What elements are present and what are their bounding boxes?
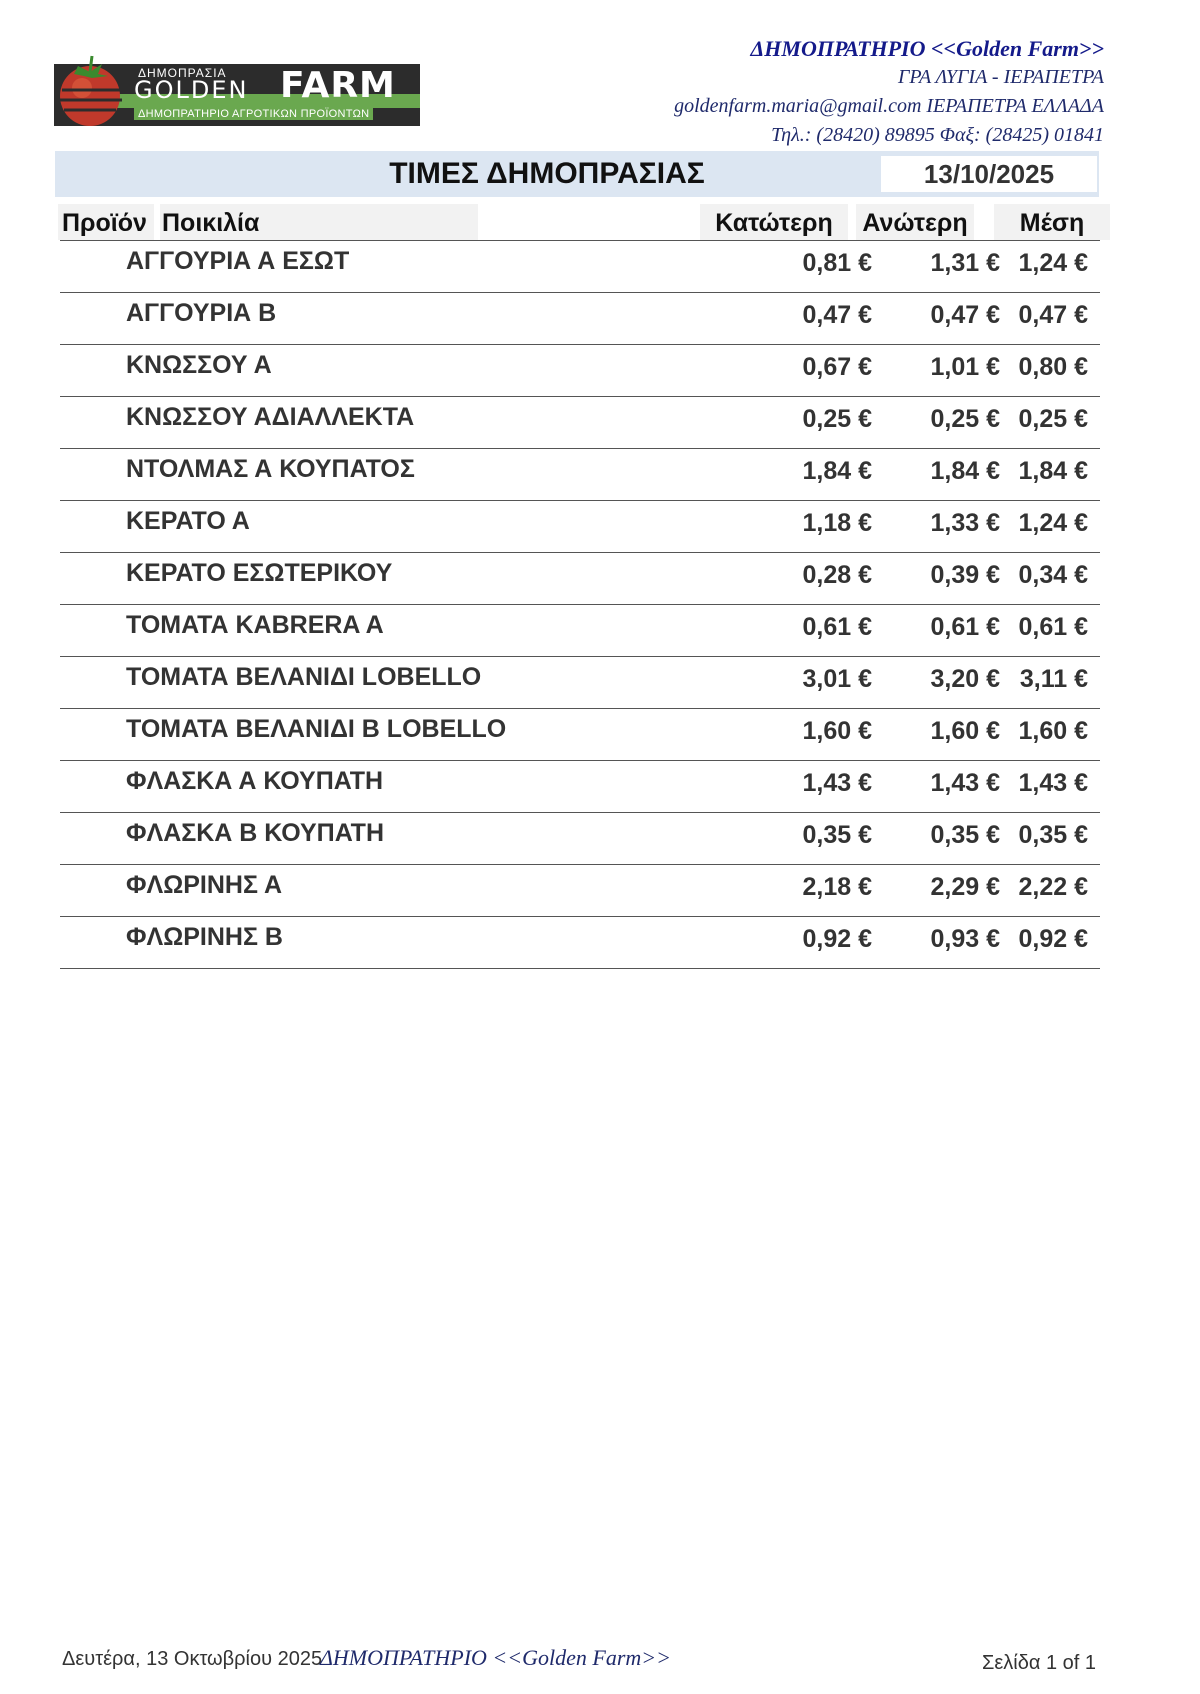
high-price-cell: 0,35 €: [930, 821, 1000, 849]
table-row: [60, 241, 1100, 293]
table-row: [60, 293, 1100, 345]
company-phone-fax: Τηλ.: (28420) 89895 Φαξ: (28425) 01841: [771, 124, 1104, 146]
avg-price-cell: 0,80 €: [1018, 353, 1088, 381]
variety-cell: ΦΛΩΡΙΝΗΣ Β: [126, 923, 283, 951]
low-price-cell: 0,25 €: [802, 405, 872, 433]
high-price-cell: 0,47 €: [930, 301, 1000, 329]
low-price-cell: 0,47 €: [802, 301, 872, 329]
avg-price-cell: 0,34 €: [1018, 561, 1088, 589]
table-row: [60, 345, 1100, 397]
variety-cell: ΑΓΓΟΥΡΙΑ Α ΕΣΩΤ: [126, 247, 350, 275]
low-price-cell: 1,18 €: [802, 509, 872, 537]
table-row: [60, 813, 1100, 865]
variety-cell: ΦΛΩΡΙΝΗΣ Α: [126, 871, 283, 899]
table-row: [60, 761, 1100, 813]
avg-price-cell: 1,24 €: [1018, 509, 1088, 537]
footer-company: ΔΗΜΟΠΡΑΤΗΡΙΟ <<Golden Farm>>: [320, 1645, 671, 1670]
high-price-cell: 0,39 €: [930, 561, 1000, 589]
table-row: [60, 865, 1100, 917]
variety-cell: ΚΕΡΑΤΟ ΕΣΩΤΕΡΙΚΟΥ: [126, 559, 393, 587]
variety-cell: ΚΕΡΑΤΟ Α: [126, 507, 250, 535]
low-price-cell: 3,01 €: [802, 665, 872, 693]
avg-price-cell: 0,25 €: [1018, 405, 1088, 433]
avg-price-cell: 0,92 €: [1018, 925, 1088, 953]
company-address: ΓΡΑ ΛΥΓΙΑ - ΙΕΡΑΠΕΤΡΑ: [897, 66, 1104, 88]
company-info: [674, 34, 1104, 150]
avg-price-cell: 1,60 €: [1018, 717, 1088, 745]
avg-price-cell: 0,47 €: [1018, 301, 1088, 329]
logo-top-text: ΔΗΜΟΠΡΑΣΙΑ: [138, 66, 227, 80]
column-header-avg: Μέση: [994, 204, 1110, 240]
high-price-cell: 1,31 €: [930, 249, 1000, 277]
table-row: [60, 605, 1100, 657]
low-price-cell: 1,84 €: [802, 457, 872, 485]
low-price-cell: 1,43 €: [802, 769, 872, 797]
variety-cell: ΤΟΜΑΤΑ KABRERA A: [126, 611, 384, 639]
variety-cell: ΤΟΜΑΤΑ ΒΕΛΑΝΙΔΙ LOBELLO: [126, 663, 482, 691]
footer-date: Δευτέρα, 13 Οκτωβρίου 2025: [62, 1648, 323, 1670]
column-header-variety: Ποικιλία: [160, 204, 478, 240]
avg-price-cell: 1,84 €: [1018, 457, 1088, 485]
title-bar: [55, 151, 1099, 197]
high-price-cell: 1,01 €: [930, 353, 1000, 381]
logo-golden-text: GOLDEN: [134, 76, 249, 104]
low-price-cell: 2,18 €: [802, 873, 872, 901]
avg-price-cell: 0,35 €: [1018, 821, 1088, 849]
company-email: goldenfarm.maria@gmail.com ΙΕΡΑΠΕΤΡΑ ΕΛΛΑΔΑ: [674, 95, 1104, 117]
low-price-cell: 0,35 €: [802, 821, 872, 849]
variety-cell: ΤΟΜΑΤΑ ΒΕΛΑΝΙΔΙ Β LOBELLO: [126, 715, 507, 743]
logo-farm-text: FARM: [280, 65, 396, 106]
low-price-cell: 0,67 €: [802, 353, 872, 381]
high-price-cell: 1,43 €: [930, 769, 1000, 797]
high-price-cell: 1,60 €: [930, 717, 1000, 745]
table-row: [60, 709, 1100, 761]
high-price-cell: 0,61 €: [930, 613, 1000, 641]
avg-price-cell: 2,22 €: [1018, 873, 1088, 901]
table-row: [60, 501, 1100, 553]
variety-cell: ΦΛΑΣΚΑ Β ΚΟΥΠΑΤΗ: [126, 819, 384, 847]
high-price-cell: 0,93 €: [930, 925, 1000, 953]
avg-price-cell: 3,11 €: [1019, 665, 1088, 693]
avg-price-cell: 0,61 €: [1018, 613, 1088, 641]
column-header-product: Προϊόν: [58, 204, 154, 240]
footer-page-number: Σελίδα 1 of 1: [981, 1652, 1096, 1674]
table-row: [60, 553, 1100, 605]
low-price-cell: 0,92 €: [802, 925, 872, 953]
company-logo: [54, 50, 426, 128]
low-price-cell: 0,81 €: [802, 249, 872, 277]
variety-cell: ΑΓΓΟΥΡΙΑ Β: [126, 299, 277, 327]
high-price-cell: 1,84 €: [930, 457, 1000, 485]
variety-cell: ΚΝΩΣΣΟΥ ΑΔΙΑΛΛΕΚΤΑ: [126, 403, 415, 431]
table-row: [60, 917, 1100, 969]
variety-cell: ΝΤΟΛΜΑΣ Α ΚΟΥΠΑΤΟΣ: [126, 455, 415, 483]
high-price-cell: 3,20 €: [930, 665, 1000, 693]
report-date: 13/10/2025: [881, 156, 1097, 192]
page-title-text: ΤΙΜΕΣ ΔΗΜΟΠΡΑΣΙΑΣ: [389, 157, 705, 190]
price-table: [60, 240, 1100, 969]
column-header-high: Ανώτερη: [856, 204, 974, 240]
low-price-cell: 1,60 €: [802, 717, 872, 745]
logo-subtitle: ΔΗΜΟΠΡΑΤΗΡΙΟ ΑΓΡΟΤΙΚΩΝ ΠΡΟΪΟΝΤΩΝ: [134, 108, 373, 120]
tomato-icon: [54, 50, 128, 128]
column-header-low: Κατώτερη: [700, 204, 848, 240]
avg-price-cell: 1,24 €: [1018, 249, 1088, 277]
high-price-cell: 0,25 €: [930, 405, 1000, 433]
avg-price-cell: 1,43 €: [1018, 769, 1088, 797]
low-price-cell: 0,28 €: [802, 561, 872, 589]
high-price-cell: 2,29 €: [930, 873, 1000, 901]
low-price-cell: 0,61 €: [802, 613, 872, 641]
table-row: [60, 657, 1100, 709]
variety-cell: ΚΝΩΣΣΟΥ Α: [126, 351, 272, 379]
company-name: ΔΗΜΟΠΡΑΤΗΡΙΟ <<Golden Farm>>: [750, 36, 1104, 61]
table-row: [60, 449, 1100, 501]
high-price-cell: 1,33 €: [930, 509, 1000, 537]
table-row: [60, 397, 1100, 449]
variety-cell: ΦΛΑΣΚΑ Α ΚΟΥΠΑΤΗ: [126, 767, 384, 795]
